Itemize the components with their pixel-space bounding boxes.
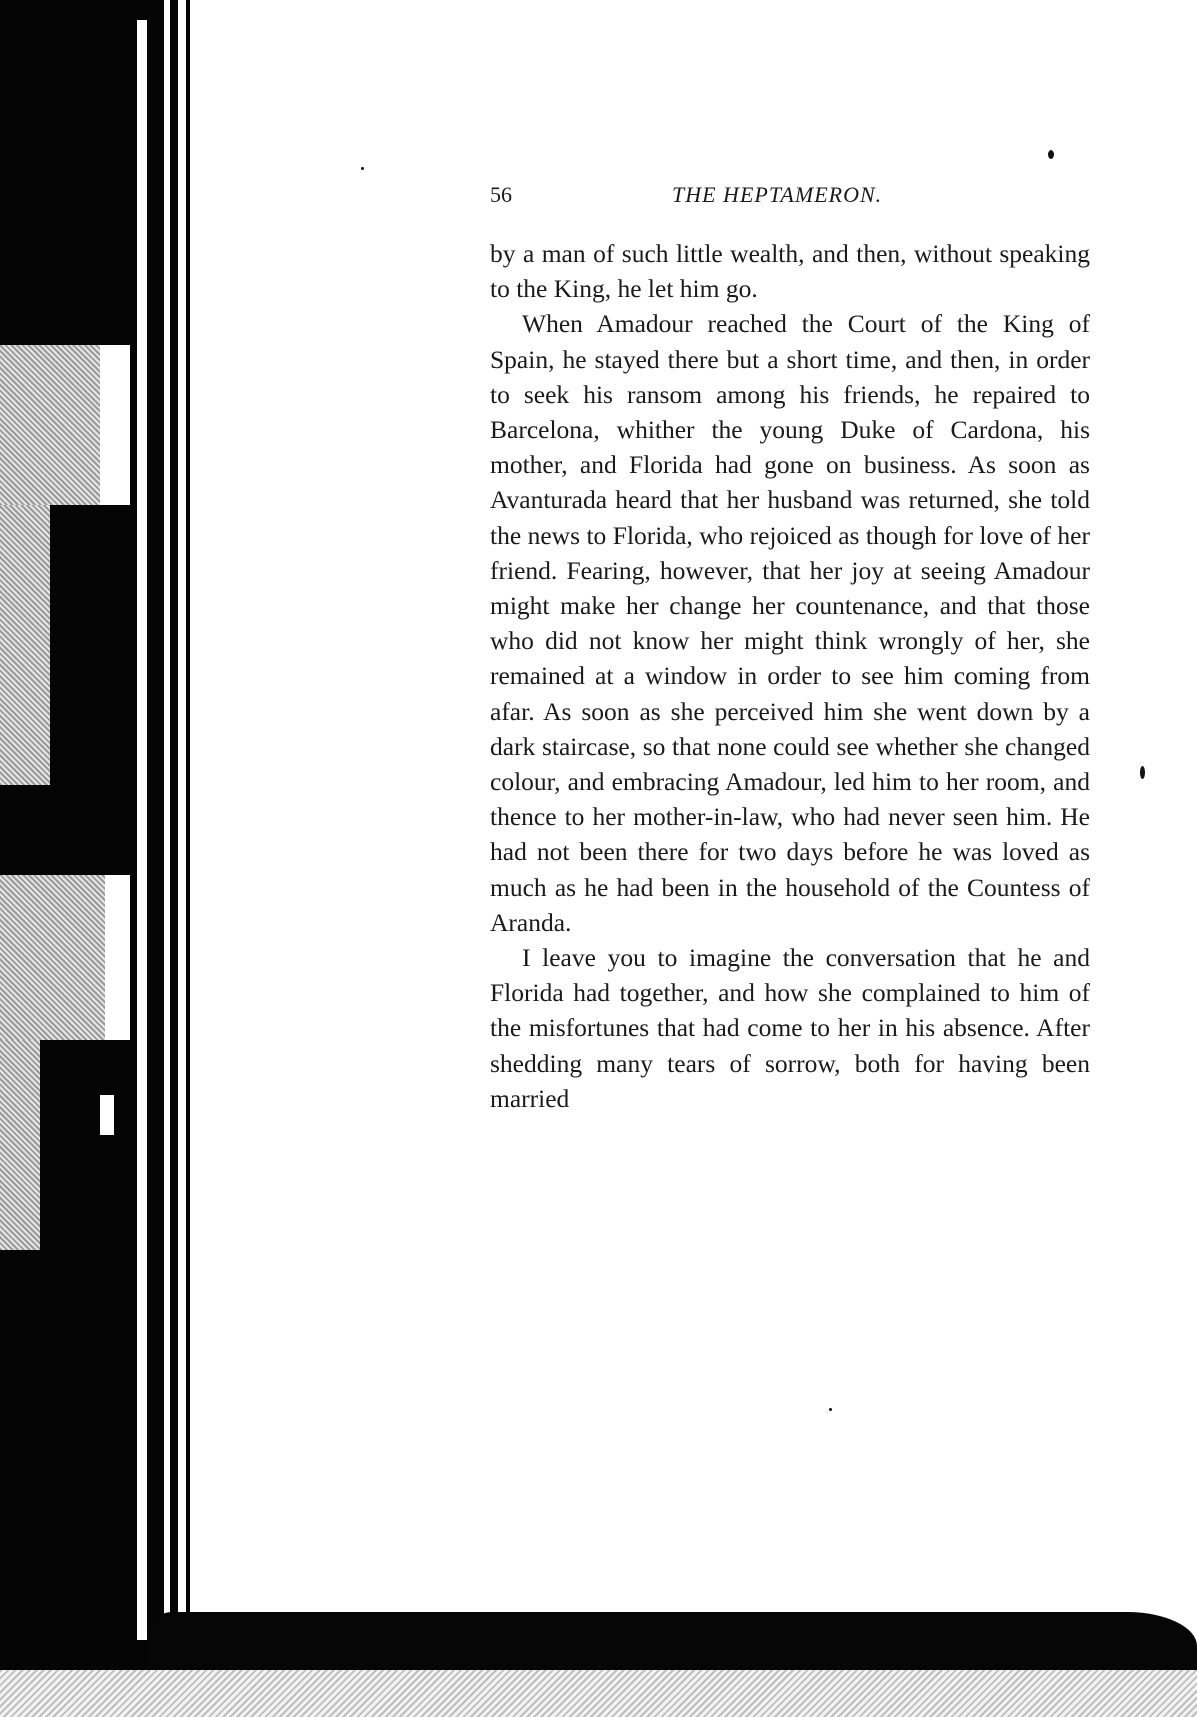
dust-speck [1048,150,1054,159]
running-title: THE HEPTAMERON. [672,182,883,207]
dust-speck [829,1408,832,1411]
book-binding-shadow [0,0,215,1717]
paragraph-conversation: I leave you to imagine the conversation that he and Florida had together, and how she complained to him of the misfortunes that had come to her in his absence. After shedding many tears of sorrow, both for having been married [490,943,1090,1113]
paragraph-continuation: by a man of such little wealth, and then, without speaking to the King, he let him go. [490,239,1090,304]
paragraph-amadour-returns: When Amadour reached the Court of the King of Spain, he stayed there but a short time, and then, in order to seek his ransom among his friends, he repaired to Barcelona, whither the young Duke of Cardona, his mother, and Florida had gone on business. As soon as Avanturada heard that her husband was returned, she told the news to Florida, who rejoiced as though for love of her friend. Fearing, however, that her joy at seeing Amadour might make her change her countenance, and that those who did not know her might think wrongly of her, she remained at a window in order to see him coming from afar. As soon as she perceived him she went down by a dark staircase, so that none could see whether she changed colour, and embracing Amadour, led him to her room, and thence to her mother-in-law, who had never seen him. He had not been there for two days before he was loved as much as he had been in the household of the Countess of Aranda. [490,309,1090,937]
dust-speck [1140,766,1145,779]
running-head [490,182,1090,214]
body-text [490,236,1090,1116]
page-number: 56 [490,182,512,207]
dust-speck [361,167,364,170]
scan-noise [0,1670,1197,1717]
page-bottom-edge [150,1612,1197,1676]
